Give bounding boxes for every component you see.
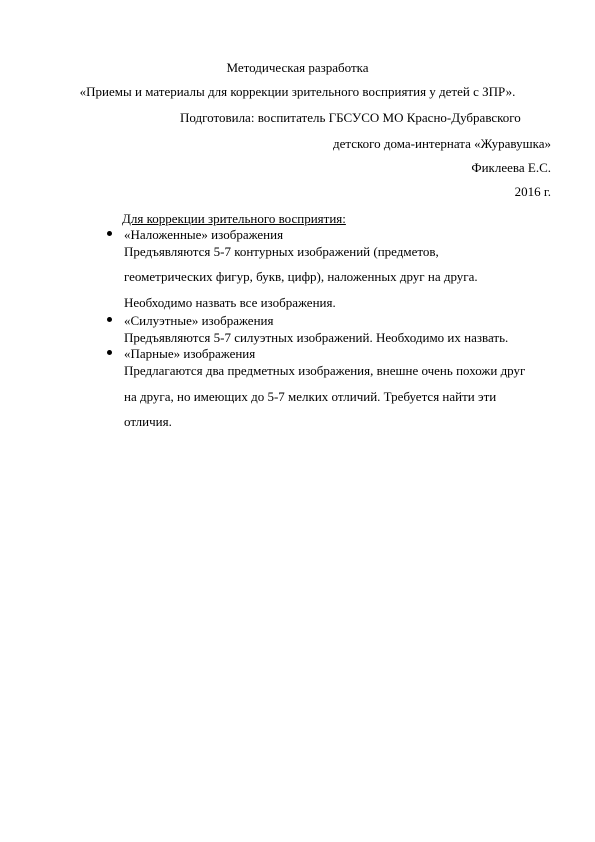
document-year: 2016 г.	[514, 184, 551, 199]
list-item-title: «Парные» изображения	[124, 346, 256, 361]
list-item-title: «Силуэтные» изображения	[124, 313, 274, 328]
list-item-title: «Наложенные» изображения	[124, 227, 284, 242]
bullet-icon	[107, 231, 112, 236]
author-name: Фиклеева Е.С.	[471, 160, 551, 175]
list-item-text: Предъявляются 5-7 контурных изображений (предметов,	[124, 244, 439, 259]
list-item-text: отличия.	[124, 414, 172, 429]
bullet-icon	[107, 350, 112, 355]
author-line-1: Подготовила: воспитатель ГБСУСО МО Красно-Дубравского	[180, 110, 521, 125]
list-item-text: Предлагаются два предметных изображения, внешне очень похожи друг	[124, 363, 526, 378]
list-item-text: на друга, но имеющих до 5-7 мелких отличий. Требуется найти эти	[124, 389, 497, 404]
document-subtitle: «Приемы и материалы для коррекции зрительного восприятия у детей с ЗПР».	[79, 84, 516, 99]
document-title: Методическая разработка	[226, 60, 369, 75]
author-line-2: детского дома-интерната «Журавушка»	[332, 136, 551, 151]
section-heading: Для коррекции зрительного восприятия:	[122, 211, 346, 226]
list-item-text: Предъявляются 5-7 силуэтных изображений. Необходимо их назвать.	[124, 330, 509, 345]
list-item-text: Необходимо назвать все изображения.	[124, 295, 336, 310]
bullet-icon	[107, 317, 112, 322]
list-item-text: геометрических фигур, букв, цифр), наложенных друг на друга.	[124, 269, 478, 284]
